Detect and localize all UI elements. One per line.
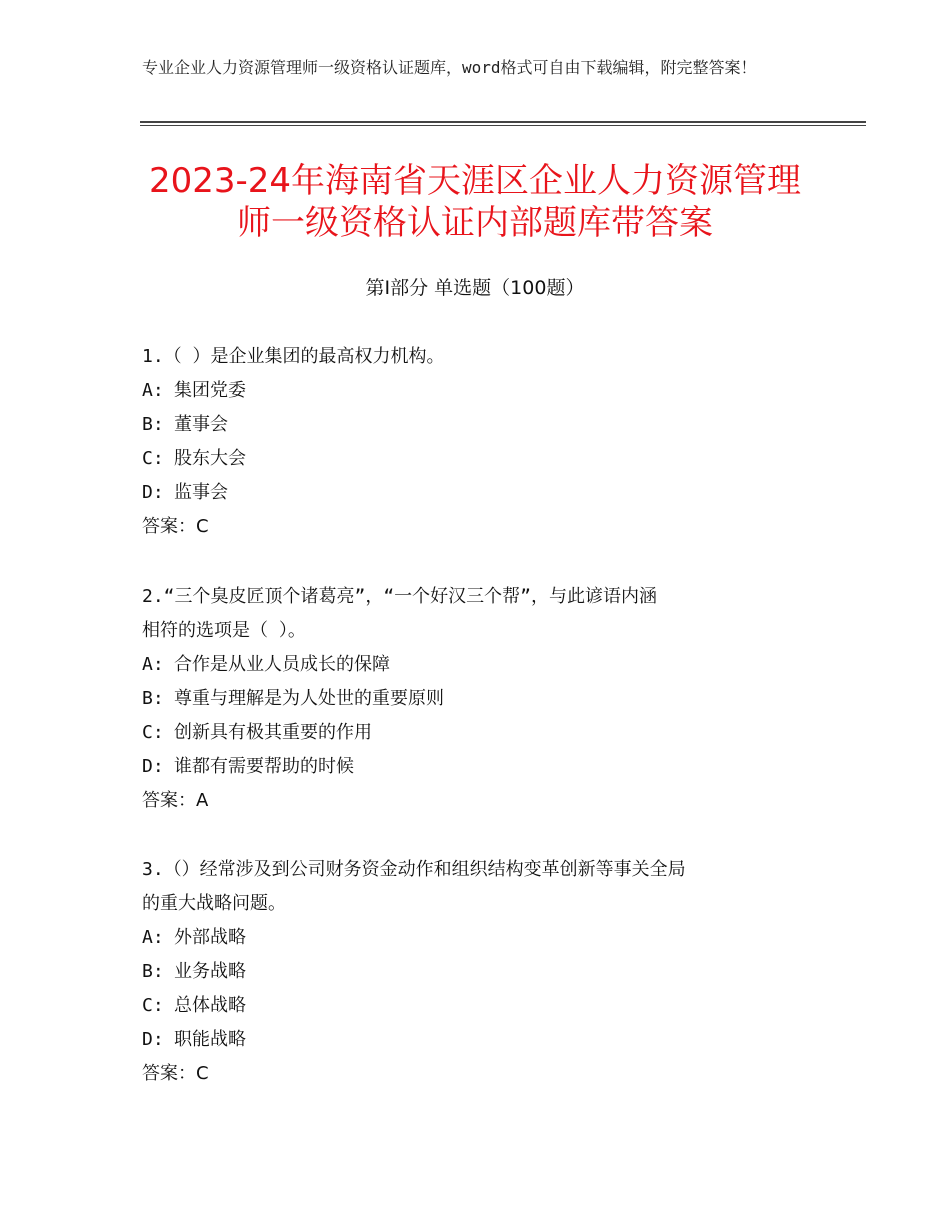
option-text: 合作是从业人员成长的保障 (174, 654, 390, 675)
header-rule-thin (140, 125, 866, 126)
option-letter: D: (142, 1029, 164, 1050)
option-text: 总体战略 (174, 995, 246, 1016)
option-text: 尊重与理解是为人处世的重要原则 (174, 688, 444, 709)
option-letter: D: (142, 482, 164, 503)
document-title (120, 160, 830, 244)
option-text: 创新具有极其重要的作用 (174, 722, 372, 743)
option-d (142, 476, 812, 510)
option-a (142, 648, 812, 682)
question-2 (142, 580, 812, 818)
question-stem: 2.“三个臭皮匠顶个诸葛亮”，“一个好汉三个帮”，与此谚语内涵 (142, 586, 658, 607)
answer: 答案：C (142, 516, 209, 537)
answer: 答案：A (142, 790, 209, 811)
question-stem-continued: 相符的选项是（ ）。 (142, 620, 306, 641)
option-letter: A: (142, 380, 164, 401)
question-3 (142, 853, 812, 1091)
option-letter: C: (142, 448, 164, 469)
option-text: 外部战略 (174, 927, 246, 948)
option-b (142, 955, 812, 989)
option-text: 职能战略 (174, 1029, 246, 1050)
header-note: 专业企业人力资源管理师一级资格认证题库，word格式可自由下载编辑，附完整答案！ (142, 58, 757, 77)
option-b (142, 682, 812, 716)
option-text: 业务战略 (174, 961, 246, 982)
option-letter: C: (142, 995, 164, 1016)
option-letter: B: (142, 961, 164, 982)
answer: 答案：C (142, 1063, 209, 1084)
question-stem: 3.（）经常涉及到公司财务资金动作和组织结构变革创新等事关全局 (142, 859, 686, 880)
option-letter: A: (142, 927, 164, 948)
option-letter: D: (142, 756, 164, 777)
option-text: 董事会 (174, 414, 228, 435)
option-text: 股东大会 (174, 448, 246, 469)
option-b (142, 408, 812, 442)
option-text: 谁都有需要帮助的时候 (174, 756, 354, 777)
option-text: 监事会 (174, 482, 228, 503)
option-a (142, 921, 812, 955)
option-text: 集团党委 (174, 380, 246, 401)
option-a (142, 374, 812, 408)
question-stem-continued: 的重大战略问题。 (142, 893, 286, 914)
document-title-line-1: 2023-24年海南省天涯区企业人力资源管理 (148, 161, 802, 201)
header-rule (140, 121, 866, 123)
option-letter: C: (142, 722, 164, 743)
option-c (142, 442, 812, 476)
option-d (142, 1023, 812, 1057)
option-c (142, 989, 812, 1023)
option-c (142, 716, 812, 750)
question-1 (142, 340, 812, 544)
option-letter: B: (142, 688, 164, 709)
document-title-line-2: 师一级资格认证内部题库带答案 (237, 203, 713, 243)
option-d (142, 750, 812, 784)
option-letter: B: (142, 414, 164, 435)
section-heading: 第Ⅰ部分 单选题（100题） (365, 277, 585, 299)
option-letter: A: (142, 654, 164, 675)
question-stem: 1.（ ）是企业集团的最高权力机构。 (142, 346, 445, 367)
